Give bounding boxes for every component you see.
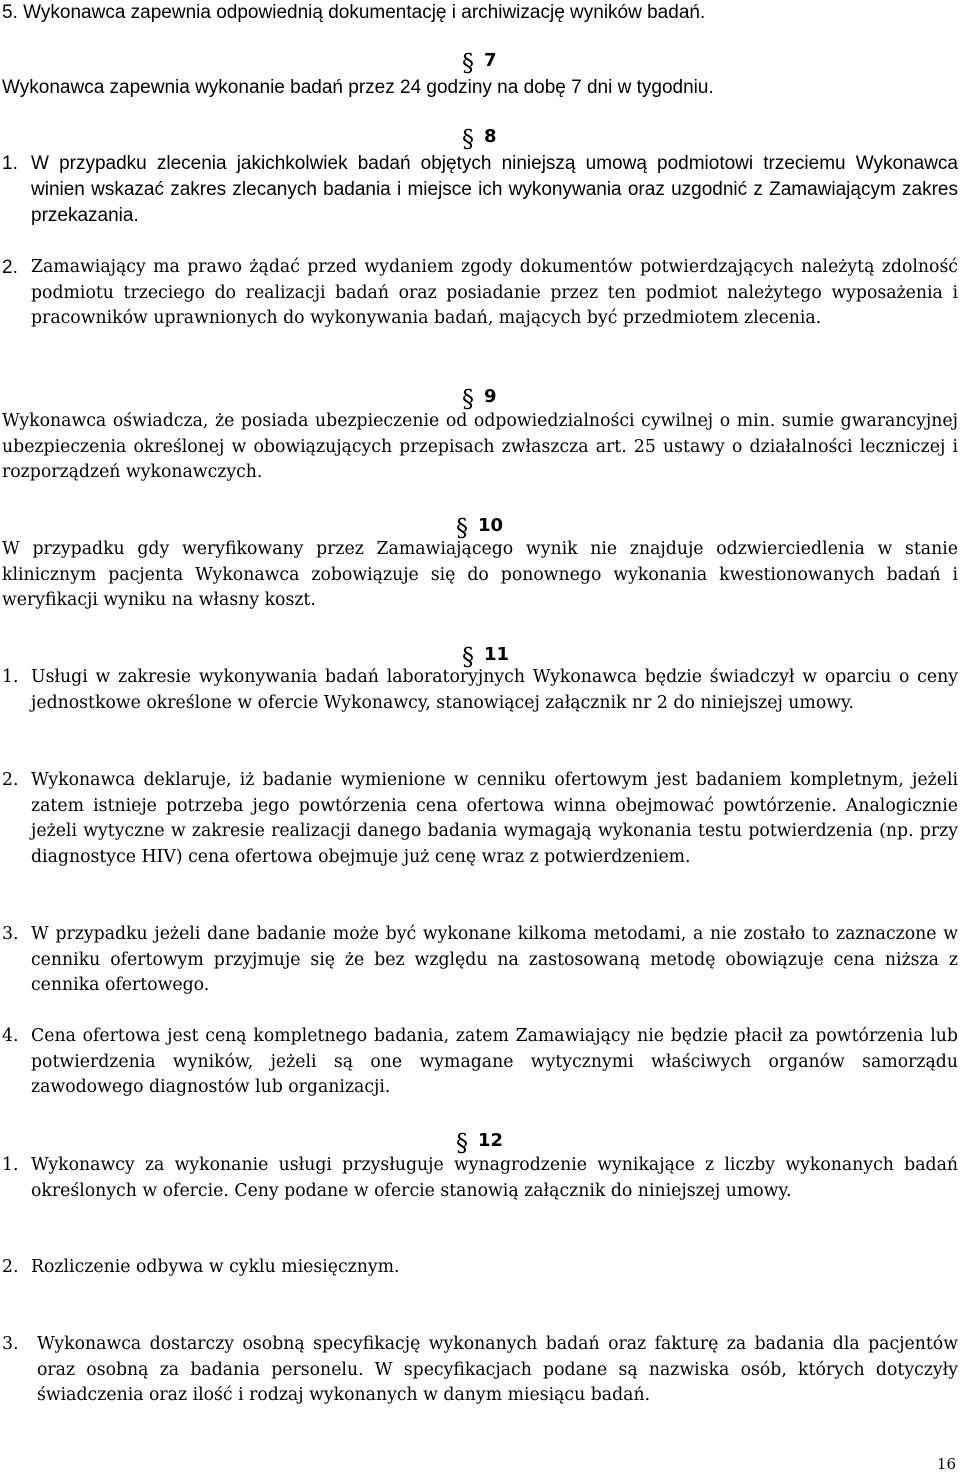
section-12-item-2-text: Rozliczenie odbywa w cyklu miesięcznym.	[31, 1257, 400, 1277]
section-7-text: Wykonawca zapewnia wykonanie badań przez 24 godziny na dobę 7 dni w tygodniu.	[2, 77, 714, 98]
section-heading-9: § 9	[462, 385, 497, 413]
section-11-item-3-number: 3.	[2, 924, 19, 944]
section-8-item-2-text: Zamawiający ma prawo żądać przed wydaniem zgody dokumentów potwierdzających należytą zdolność podmiotu trzeciego do realizacji badań oraz posiadanie przez ten podmiot należytego wyposażenia i pracowników uprawnionych do wykonywania badań, mających być przedmiotem zlecenia.	[31, 257, 958, 329]
section-12-item-2-number: 2.	[2, 1257, 19, 1277]
section-12-item-1-number: 1.	[2, 1155, 19, 1175]
section-heading-7: § 7	[462, 49, 497, 77]
section-12-item-3-text: Wykonawca dostarczy osobną specyfikację wykonanych badań oraz fakturę za badania dla pacjentów oraz osobną za badania personelu. W specyfikacjach podane są nazwiska osób, których dotyczyły świadczenia oraz ilość i rodzaj wykonanych w danym miesiącu badań.	[37, 1334, 958, 1406]
section-symbol: §	[462, 125, 474, 153]
section-11-item-1-number: 1.	[2, 667, 19, 687]
section-11-item-3-text: W przypadku jeżeli dane badanie może być wykonane kilkoma metodami, a nie zostało to zaznaczone w cenniku ofertowym przyjmuje się że bez względu na zastosowaną metodę obowiązuje cena niższa z cennika ofertowego.	[31, 924, 958, 996]
section-symbol: §	[456, 1129, 468, 1157]
page-number: 16	[936, 1455, 956, 1473]
section-10-text: W przypadku gdy weryfikowany przez Zamawiającego wynik nie znajduje odzwierciedlenia w stanie klinicznym pacjenta Wykonawca zobowiązuje się do ponownego wykonania kwestionowanych badań i weryfikacji wyniku na własny koszt.	[2, 539, 958, 611]
section-12-item-1-text: Wykonawcy za wykonanie usługi przysługuje wynagrodzenie wynikające z liczby wykonanych badań określonych w ofercie. Ceny podane w ofercie stanowią załącznik do niniejszej umowy.	[31, 1155, 958, 1201]
section-heading-8: § 8	[462, 125, 497, 153]
section-11-item-2-number: 2.	[2, 770, 19, 790]
section-heading-12: § 12	[456, 1129, 504, 1157]
section-symbol: §	[462, 49, 474, 77]
section-11-item-4-text: Cena ofertowa jest ceną kompletnego badania, zatem Zamawiający nie będzie płacił za powtórzenia lub potwierdzenia wyników, jeżeli są one wymagane wytycznymi właściwych organów samorządu zawodowego diagnostów lub organizacji.	[31, 1026, 958, 1098]
paragraph-5-text: 5. Wykonawca zapewnia odpowiednią dokumentację i archiwizację wyników badań.	[2, 2, 706, 23]
section-11-item-2-text: Wykonawca deklaruje, iż badanie wymienione w cenniku ofertowym jest badaniem kompletnym, jeżeli zatem istnieje potrzeba jego powtórzenia cena ofertowa winna obejmować powtórzenie. Analogicznie jeżeli wytyczne w zakresie realizacji danego badania wymagają wykonania testu potwierdzenia (np. przy diagnostyce HIV) cena ofertowa obejmuje już cenę wraz z potwierdzeniem.	[31, 770, 958, 867]
section-12-item-3-number: 3.	[2, 1334, 19, 1354]
section-symbol: §	[462, 385, 474, 413]
section-symbol: §	[462, 643, 474, 671]
section-8-item-2-number: 2.	[2, 257, 18, 278]
section-heading-11: § 11	[462, 643, 510, 671]
section-8-item-1-text: W przypadku zlecenia jakichkolwiek badań objętych niniejszą umową podmiotowi trzeciemu Wykonawca winien wskazać zakres zlecanych badania i miejsce ich wykonywania oraz uzgodnić z Zamawiającym zakres przekazania.	[31, 153, 958, 226]
section-8-item-1-number: 1.	[2, 153, 18, 174]
section-heading-10: § 10	[456, 514, 504, 542]
section-9-text: Wykonawca oświadcza, że posiada ubezpieczenie od odpowiedzialności cywilnej o min. sumie gwarancyjnej ubezpieczenia określonej w obowiązujących przepisach zwłaszcza art. 25 ustawy o działalności leczniczej i rozporządzeń wykonawczych.	[2, 411, 958, 483]
section-11-item-4-number: 4.	[2, 1026, 19, 1046]
section-symbol: §	[456, 514, 468, 542]
section-11-item-1-text: Usługi w zakresie wykonywania badań laboratoryjnych Wykonawca będzie świadczył w oparciu o ceny jednostkowe określone w ofercie Wykonawcy, stanowiącej załącznik nr 2 do niniejszej umowy.	[31, 667, 958, 713]
